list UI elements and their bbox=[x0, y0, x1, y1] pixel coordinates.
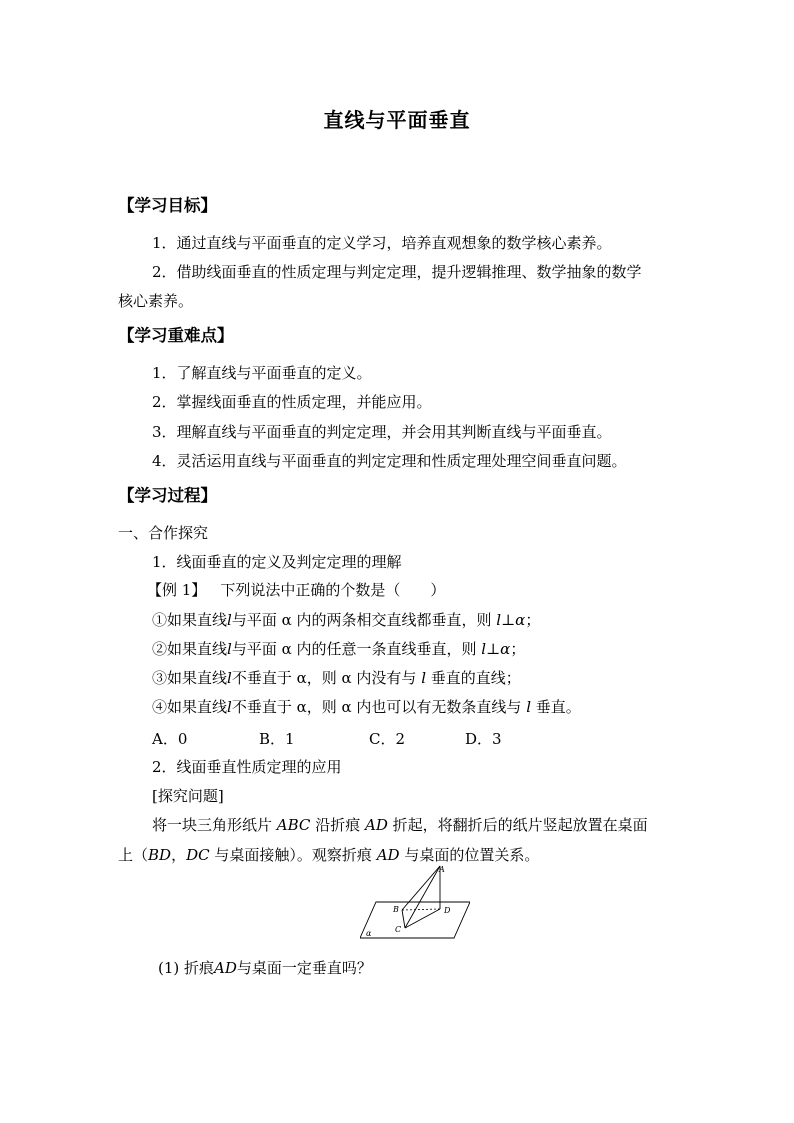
difficulty-item-3: 3．理解直线与平面垂直的判定定理，并会用其判断直线与平面垂直。 bbox=[152, 423, 612, 441]
desk-plane bbox=[360, 902, 470, 938]
label-D: D bbox=[444, 906, 451, 915]
folded-triangle-figure bbox=[360, 862, 470, 944]
example-1 bbox=[147, 580, 445, 600]
edge-BD-hidden bbox=[402, 909, 440, 910]
statement-4: ④如果直线l不垂直于 α，则 α 内也可以有无数条直线与 l 垂直。 bbox=[152, 698, 581, 716]
option-b: B．1 bbox=[259, 730, 295, 748]
difficulty-item-4: 4．灵活运用直线与平面垂直的判定定理和性质定理处理空间垂直问题。 bbox=[152, 452, 627, 470]
edge-BC bbox=[402, 910, 405, 928]
label-C: C bbox=[395, 925, 402, 934]
edge-AB bbox=[402, 866, 440, 910]
part-1-heading: 一、合作探究 bbox=[118, 524, 209, 542]
difficulty-heading: 【学习重难点】 bbox=[118, 326, 234, 345]
page-title: 直线与平面垂直 bbox=[323, 108, 471, 132]
goal-item-2-line-2: 核心素养。 bbox=[118, 292, 194, 310]
paragraph-line-1: 将一块三角形纸片 ABC 沿折痕 AD 折起，将翻折后的纸片竖起放置在桌面 bbox=[152, 816, 648, 834]
subsection-1: 1．线面垂直的定义及判定定理的理解 bbox=[152, 553, 402, 571]
option-c: C．2 bbox=[369, 730, 406, 748]
goal-item-2-line-1: 2．借助线面垂直的性质定理与判定定理，提升逻辑推理、数学抽象的数学 bbox=[152, 263, 642, 281]
paragraph-line-2: 上（BD，DC 与桌面接触）。观察折痕 AD 与桌面的位置关系。 bbox=[118, 846, 540, 864]
statement-1: ①如果直线l与平面 α 内的两条相交直线都垂直，则 l⊥α； bbox=[152, 611, 541, 629]
difficulty-item-2: 2．掌握线面垂直的性质定理，并能应用。 bbox=[152, 393, 432, 411]
label-B: B bbox=[393, 905, 399, 914]
example-label: 【例 1】 bbox=[147, 581, 207, 599]
statement-3: ③如果直线l不垂直于 α，则 α 内没有与 l 垂直的直线； bbox=[152, 669, 521, 687]
label-alpha: α bbox=[366, 929, 372, 938]
explore-heading: [探究问题] bbox=[152, 787, 224, 805]
statement-2: ②如果直线l与平面 α 内的任意一条直线垂直，则 l⊥α； bbox=[152, 640, 526, 658]
question-1: (1) 折痕AD与桌面一定垂直吗？ bbox=[158, 959, 372, 977]
label-A: A bbox=[439, 865, 445, 874]
subsection-2: 2．线面垂直性质定理的应用 bbox=[152, 758, 342, 776]
process-heading: 【学习过程】 bbox=[118, 486, 217, 505]
example-question: 下列说法中正确的个数是（ ） bbox=[220, 581, 446, 599]
goal-item-1: 1．通过直线与平面垂直的定义学习，培养直观想象的数学核心素养。 bbox=[152, 234, 612, 252]
option-a: A．0 bbox=[152, 730, 188, 748]
option-d: D．3 bbox=[465, 730, 502, 748]
difficulty-item-1: 1．了解直线与平面垂直的定义。 bbox=[152, 364, 372, 382]
goals-heading: 【学习目标】 bbox=[118, 196, 217, 215]
